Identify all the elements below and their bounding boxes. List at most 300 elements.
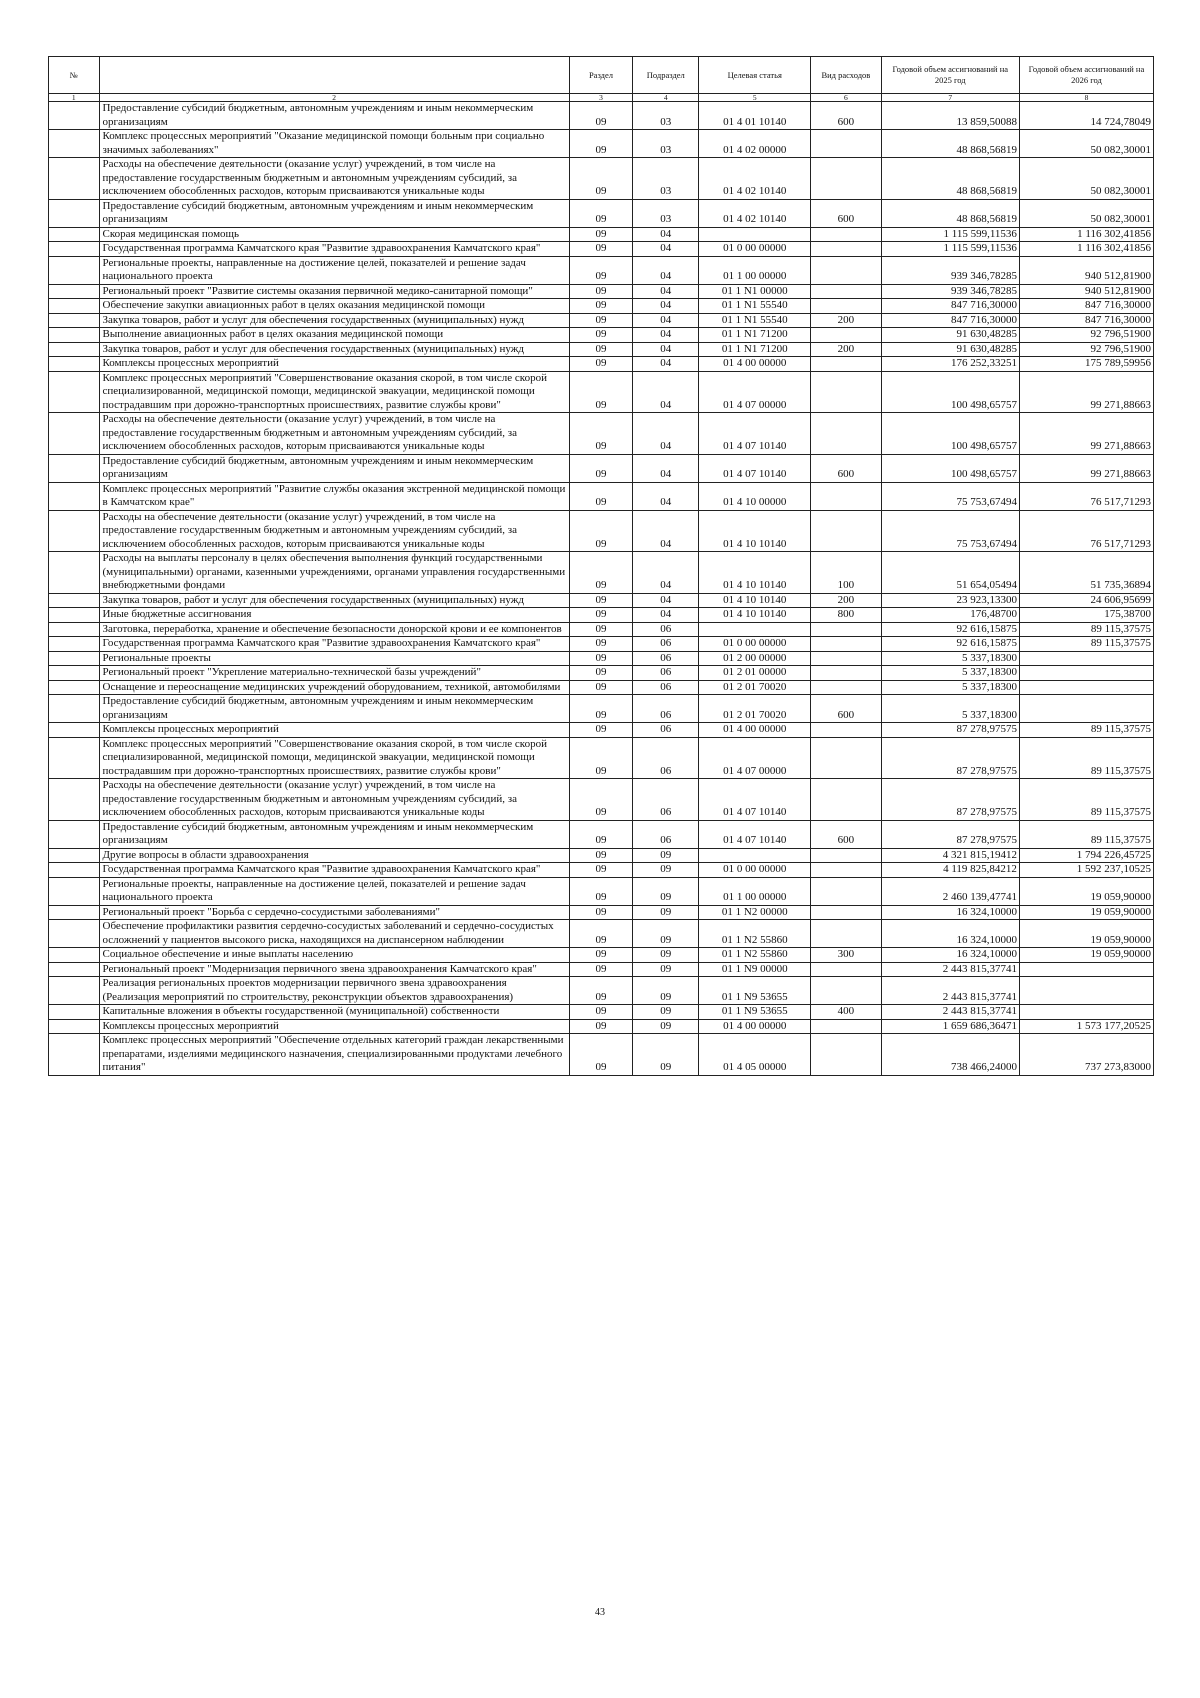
expense-type-cell [811,920,881,948]
target-article-cell: 01 1 N2 00000 [699,905,811,920]
razdel-cell: 09 [569,608,633,623]
expense-type-cell [811,242,881,257]
podrazdel-cell: 09 [633,1034,699,1076]
podrazdel-cell: 06 [633,680,699,695]
volume-2025-cell: 5 337,18300 [881,680,1019,695]
volume-2025-cell: 16 324,10000 [881,948,1019,963]
volume-2026-cell: 89 115,37575 [1019,737,1153,779]
expense-type-cell [811,510,881,552]
row-number-cell [49,608,100,623]
razdel-cell: 09 [569,920,633,948]
podrazdel-cell: 09 [633,920,699,948]
item-name-cell: Региональные проекты [99,651,569,666]
volume-2025-cell: 847 716,30000 [881,313,1019,328]
table-row [49,510,1154,552]
row-number-cell [49,552,100,594]
volume-2025-cell: 1 659 686,36471 [881,1019,1019,1034]
expense-type-cell [811,737,881,779]
target-article-cell [699,848,811,863]
expense-type-cell [811,666,881,681]
razdel-cell: 09 [569,102,633,130]
row-number-cell [49,637,100,652]
row-number-cell [49,357,100,372]
target-article-cell: 01 1 N1 71200 [699,342,811,357]
podrazdel-cell: 03 [633,130,699,158]
razdel-cell: 09 [569,962,633,977]
target-article-cell: 01 4 05 00000 [699,1034,811,1076]
table-row [49,820,1154,848]
target-article-cell: 01 4 07 10140 [699,779,811,821]
volume-2026-cell [1019,680,1153,695]
podrazdel-cell: 09 [633,877,699,905]
table-row [49,482,1154,510]
volume-2025-cell: 100 498,65757 [881,454,1019,482]
item-name-cell: Региональный проект "Модернизация первичного звена здравоохранения Камчатского края" [99,962,569,977]
podrazdel-cell: 04 [633,342,699,357]
razdel-cell: 09 [569,482,633,510]
table-row [49,779,1154,821]
row-number-cell [49,723,100,738]
target-article-cell: 01 4 07 00000 [699,371,811,413]
budget-table [48,56,1154,1076]
item-name-cell: Обеспечение профилактики развития сердечно-сосудистых заболеваний и сердечно-сосудистых осложнений у пациентов высокого риска, находящихся на диспансерном наблюдении [99,920,569,948]
volume-2025-cell: 5 337,18300 [881,666,1019,681]
volume-2026-cell: 89 115,37575 [1019,820,1153,848]
expense-type-cell [811,680,881,695]
table-row [49,948,1154,963]
razdel-cell: 09 [569,454,633,482]
razdel-cell: 09 [569,666,633,681]
target-article-cell: 01 4 07 10140 [699,454,811,482]
row-number-cell [49,328,100,343]
podrazdel-cell: 06 [633,622,699,637]
razdel-cell: 09 [569,1019,633,1034]
row-number-cell [49,977,100,1005]
expense-type-cell [811,637,881,652]
table-row [49,723,1154,738]
item-name-cell: Предоставление субсидий бюджетным, автономным учреждениям и иным некоммерческим организациям [99,454,569,482]
volume-2026-cell: 51 735,36894 [1019,552,1153,594]
volume-2026-cell: 50 082,30001 [1019,199,1153,227]
row-number-cell [49,695,100,723]
table-row [49,622,1154,637]
podrazdel-cell: 09 [633,1005,699,1020]
target-article-cell: 01 4 00 00000 [699,357,811,372]
column-number: 7 [881,94,1019,102]
table-row [49,848,1154,863]
table-row [49,608,1154,623]
expense-type-cell: 600 [811,695,881,723]
item-name-cell: Иные бюджетные ассигнования [99,608,569,623]
podrazdel-cell: 06 [633,666,699,681]
expense-type-cell [811,284,881,299]
target-article-cell: 01 4 07 10140 [699,413,811,455]
row-number-cell [49,158,100,200]
volume-2025-cell: 16 324,10000 [881,920,1019,948]
expense-type-cell [811,977,881,1005]
razdel-cell: 09 [569,948,633,963]
volume-2026-cell: 24 606,95699 [1019,593,1153,608]
podrazdel-cell: 03 [633,199,699,227]
expense-type-cell: 600 [811,454,881,482]
podrazdel-cell: 04 [633,454,699,482]
table-row [49,328,1154,343]
volume-2025-cell: 87 278,97575 [881,737,1019,779]
column-number: 1 [49,94,100,102]
razdel-cell: 09 [569,737,633,779]
podrazdel-cell: 06 [633,723,699,738]
razdel-cell: 09 [569,413,633,455]
volume-2025-cell: 87 278,97575 [881,723,1019,738]
row-number-cell [49,863,100,878]
podrazdel-cell: 04 [633,510,699,552]
item-name-cell: Закупка товаров, работ и услуг для обеспечения государственных (муниципальных) нужд [99,313,569,328]
volume-2025-cell: 23 923,13300 [881,593,1019,608]
volume-2025-cell: 91 630,48285 [881,342,1019,357]
razdel-cell: 09 [569,371,633,413]
podrazdel-cell: 06 [633,737,699,779]
item-name-cell: Государственная программа Камчатского края "Развитие здравоохранения Камчатского края" [99,242,569,257]
volume-2026-cell: 92 796,51900 [1019,328,1153,343]
volume-2025-cell: 2 443 815,37741 [881,1005,1019,1020]
volume-2026-cell [1019,977,1153,1005]
row-number-cell [49,371,100,413]
table-row [49,454,1154,482]
podrazdel-cell: 04 [633,593,699,608]
razdel-cell: 09 [569,227,633,242]
item-name-cell: Другие вопросы в области здравоохранения [99,848,569,863]
razdel-cell: 09 [569,977,633,1005]
razdel-cell: 09 [569,723,633,738]
target-article-cell: 01 4 00 00000 [699,1019,811,1034]
table-row [49,905,1154,920]
row-number-cell [49,905,100,920]
row-number-cell [49,102,100,130]
volume-2025-cell: 48 868,56819 [881,130,1019,158]
budget-table-page [48,56,1154,1076]
podrazdel-cell: 06 [633,651,699,666]
target-article-cell: 01 4 07 00000 [699,737,811,779]
target-article-cell: 01 1 N9 53655 [699,1005,811,1020]
table-row [49,227,1154,242]
row-number-cell [49,510,100,552]
row-number-cell [49,227,100,242]
table-row [49,552,1154,594]
volume-2026-cell: 89 115,37575 [1019,622,1153,637]
target-article-cell: 01 1 00 00000 [699,256,811,284]
row-number-cell [49,820,100,848]
header-razdel: Раздел [569,57,633,94]
volume-2026-cell [1019,1005,1153,1020]
target-article-cell: 01 4 01 10140 [699,102,811,130]
expense-type-cell [811,158,881,200]
expense-type-cell: 100 [811,552,881,594]
expense-type-cell [811,413,881,455]
podrazdel-cell: 09 [633,977,699,1005]
header-name [99,57,569,94]
volume-2026-cell: 76 517,71293 [1019,510,1153,552]
column-number: 2 [99,94,569,102]
volume-2026-cell [1019,962,1153,977]
expense-type-cell [811,482,881,510]
table-row [49,666,1154,681]
row-number-cell [49,313,100,328]
volume-2026-cell: 737 273,83000 [1019,1034,1153,1076]
item-name-cell: Капитальные вложения в объекты государственной (муниципальной) собственности [99,1005,569,1020]
header-target-article: Целевая статья [699,57,811,94]
volume-2026-cell: 50 082,30001 [1019,158,1153,200]
table-row [49,284,1154,299]
table-row [49,242,1154,257]
volume-2025-cell: 91 630,48285 [881,328,1019,343]
podrazdel-cell: 04 [633,357,699,372]
item-name-cell: Расходы на обеспечение деятельности (оказание услуг) учреждений, в том числе на предоставление государственным бюджетным и автономным учреждениям субсидий, за исключением обособленных расходов, которым присваиваются уникальные коды [99,158,569,200]
volume-2025-cell: 13 859,50088 [881,102,1019,130]
target-article-cell: 01 1 N1 00000 [699,284,811,299]
item-name-cell: Государственная программа Камчатского края "Развитие здравоохранения Камчатского края" [99,637,569,652]
row-number-cell [49,342,100,357]
row-number-cell [49,1005,100,1020]
table-row [49,863,1154,878]
expense-type-cell [811,962,881,977]
expense-type-cell: 200 [811,313,881,328]
volume-2025-cell: 16 324,10000 [881,905,1019,920]
item-name-cell: Предоставление субсидий бюджетным, автономным учреждениям и иным некоммерческим организациям [99,695,569,723]
target-article-cell: 01 4 10 00000 [699,482,811,510]
target-article-cell: 01 4 02 00000 [699,130,811,158]
razdel-cell: 09 [569,905,633,920]
podrazdel-cell: 04 [633,328,699,343]
expense-type-cell [811,863,881,878]
volume-2026-cell: 50 082,30001 [1019,130,1153,158]
volume-2026-cell [1019,651,1153,666]
volume-2026-cell: 89 115,37575 [1019,637,1153,652]
row-number-cell [49,482,100,510]
target-article-cell: 01 4 00 00000 [699,723,811,738]
row-number-cell [49,284,100,299]
razdel-cell: 09 [569,342,633,357]
item-name-cell: Скорая медицинская помощь [99,227,569,242]
table-row [49,199,1154,227]
header-expense-type: Вид расходов [811,57,881,94]
item-name-cell: Комплекс процессных мероприятий "Обеспечение отдельных категорий граждан лекарственными препаратами, изделиями медицинского назначения, специализированными продуктами лечебного питания" [99,1034,569,1076]
expense-type-cell: 600 [811,199,881,227]
volume-2026-cell: 1 573 177,20525 [1019,1019,1153,1034]
razdel-cell: 09 [569,313,633,328]
expense-type-cell [811,227,881,242]
podrazdel-cell: 03 [633,158,699,200]
item-name-cell: Комплекс процессных мероприятий "Совершенствование оказания скорой, в том числе скорой специализированной, медицинской помощи, медицинской эвакуации, медицинской помощи пострадавшим при дорожно-транспортных происшествиях, развитие службы крови" [99,371,569,413]
column-number-row [49,94,1154,102]
razdel-cell: 09 [569,199,633,227]
volume-2026-cell: 1 116 302,41856 [1019,227,1153,242]
page-number: 43 [595,1607,605,1618]
item-name-cell: Оснащение и переоснащение медицинских учреждений оборудованием, техникой, автомобилями [99,680,569,695]
podrazdel-cell: 09 [633,848,699,863]
volume-2025-cell: 5 337,18300 [881,695,1019,723]
row-number-cell [49,737,100,779]
item-name-cell: Расходы на обеспечение деятельности (оказание услуг) учреждений, в том числе на предоставление государственным бюджетным и автономным учреждениям субсидий, за исключением обособленных расходов, которым присваиваются уникальные коды [99,510,569,552]
target-article-cell: 01 4 10 10140 [699,593,811,608]
volume-2025-cell: 1 115 599,11536 [881,227,1019,242]
row-number-cell [49,877,100,905]
volume-2026-cell: 99 271,88663 [1019,454,1153,482]
item-name-cell: Закупка товаров, работ и услуг для обеспечения государственных (муниципальных) нужд [99,342,569,357]
podrazdel-cell: 09 [633,863,699,878]
podrazdel-cell: 04 [633,242,699,257]
item-name-cell: Комплексы процессных мероприятий [99,723,569,738]
row-number-cell [49,1019,100,1034]
row-number-cell [49,454,100,482]
item-name-cell: Закупка товаров, работ и услуг для обеспечения государственных (муниципальных) нужд [99,593,569,608]
expense-type-cell: 200 [811,342,881,357]
expense-type-cell [811,328,881,343]
row-number-cell [49,199,100,227]
podrazdel-cell: 04 [633,313,699,328]
podrazdel-cell: 09 [633,905,699,920]
razdel-cell: 09 [569,622,633,637]
podrazdel-cell: 04 [633,227,699,242]
expense-type-cell [811,299,881,314]
header-volume-2026: Годовой объем ассигнований на 2026 год [1019,57,1153,94]
item-name-cell: Реализация региональных проектов модернизации первичного звена здравоохранения (Реализация мероприятий по строительству, реконструкции объектов здравоохранения) [99,977,569,1005]
item-name-cell: Расходы на обеспечение деятельности (оказание услуг) учреждений, в том числе на предоставление государственным бюджетным и автономным учреждениям субсидий, за исключением обособленных расходов, которым присваиваются уникальные коды [99,779,569,821]
target-article-cell: 01 2 01 00000 [699,666,811,681]
column-number: 6 [811,94,881,102]
volume-2026-cell: 1 592 237,10525 [1019,863,1153,878]
volume-2026-cell: 92 796,51900 [1019,342,1153,357]
podrazdel-cell: 09 [633,948,699,963]
header-number: № [49,57,100,94]
item-name-cell: Комплекс процессных мероприятий "Совершенствование оказания скорой, в том числе скорой специализированной, медицинской помощи, медицинской эвакуации, медицинской помощи пострадавшим при дорожно-транспортных происшествиях, развитие службы крови" [99,737,569,779]
row-number-cell [49,299,100,314]
volume-2025-cell: 2 443 815,37741 [881,977,1019,1005]
volume-2026-cell: 19 059,90000 [1019,948,1153,963]
row-number-cell [49,413,100,455]
table-row [49,637,1154,652]
podrazdel-cell: 06 [633,820,699,848]
item-name-cell: Региональный проект "Укрепление материально-технической базы учреждений" [99,666,569,681]
target-article-cell: 01 4 02 10140 [699,199,811,227]
volume-2026-cell [1019,695,1153,723]
razdel-cell: 09 [569,284,633,299]
target-article-cell: 01 4 10 10140 [699,510,811,552]
volume-2025-cell: 4 321 815,19412 [881,848,1019,863]
table-row [49,357,1154,372]
expense-type-cell [811,357,881,372]
row-number-cell [49,962,100,977]
volume-2026-cell: 89 115,37575 [1019,723,1153,738]
row-number-cell [49,242,100,257]
table-row [49,102,1154,130]
razdel-cell: 09 [569,242,633,257]
podrazdel-cell: 04 [633,299,699,314]
target-article-cell: 01 1 N1 55540 [699,313,811,328]
table-row [49,977,1154,1005]
podrazdel-cell: 04 [633,413,699,455]
volume-2025-cell: 176 252,33251 [881,357,1019,372]
razdel-cell: 09 [569,357,633,372]
volume-2025-cell: 87 278,97575 [881,820,1019,848]
volume-2025-cell: 51 654,05494 [881,552,1019,594]
target-article-cell: 01 4 02 10140 [699,158,811,200]
expense-type-cell [811,1034,881,1076]
volume-2025-cell: 75 753,67494 [881,482,1019,510]
target-article-cell: 01 4 07 10140 [699,820,811,848]
target-article-cell: 01 1 N2 55860 [699,948,811,963]
table-row [49,593,1154,608]
item-name-cell: Расходы на обеспечение деятельности (оказание услуг) учреждений, в том числе на предоставление государственным бюджетным и автономным учреждениям субсидий, за исключением обособленных расходов, которым присваиваются уникальные коды [99,413,569,455]
razdel-cell: 09 [569,651,633,666]
table-row [49,413,1154,455]
volume-2026-cell: 175 789,59956 [1019,357,1153,372]
razdel-cell: 09 [569,593,633,608]
volume-2026-cell: 1 116 302,41856 [1019,242,1153,257]
volume-2026-cell: 99 271,88663 [1019,371,1153,413]
expense-type-cell [811,905,881,920]
expense-type-cell: 600 [811,820,881,848]
podrazdel-cell: 04 [633,371,699,413]
target-article-cell: 01 1 N2 55860 [699,920,811,948]
volume-2025-cell: 100 498,65757 [881,413,1019,455]
volume-2026-cell: 940 512,81900 [1019,256,1153,284]
row-number-cell [49,666,100,681]
podrazdel-cell: 09 [633,962,699,977]
expense-type-cell [811,848,881,863]
item-name-cell: Комплексы процессных мероприятий [99,1019,569,1034]
table-row [49,737,1154,779]
volume-2025-cell: 176,48700 [881,608,1019,623]
expense-type-cell [811,779,881,821]
row-number-cell [49,256,100,284]
volume-2025-cell: 75 753,67494 [881,510,1019,552]
expense-type-cell [811,877,881,905]
row-number-cell [49,622,100,637]
razdel-cell: 09 [569,820,633,848]
podrazdel-cell: 04 [633,284,699,299]
razdel-cell: 09 [569,328,633,343]
volume-2025-cell: 87 278,97575 [881,779,1019,821]
item-name-cell: Региональные проекты, направленные на достижение целей, показателей и решение задач национального проекта [99,877,569,905]
target-article-cell: 01 2 01 70020 [699,680,811,695]
table-row [49,1034,1154,1076]
razdel-cell: 09 [569,863,633,878]
podrazdel-cell: 04 [633,608,699,623]
podrazdel-cell: 04 [633,256,699,284]
item-name-cell: Предоставление субсидий бюджетным, автономным учреждениям и иным некоммерческим организациям [99,199,569,227]
table-row [49,651,1154,666]
item-name-cell: Расходы на выплаты персоналу в целях обеспечения выполнения функций государственными (муниципальными) органами, казенными учреждениями, органами управления государственными внебюджетными фондами [99,552,569,594]
row-number-cell [49,680,100,695]
item-name-cell: Обеспечение закупки авиационных работ в целях оказания медицинской помощи [99,299,569,314]
row-number-cell [49,948,100,963]
volume-2025-cell: 847 716,30000 [881,299,1019,314]
item-name-cell: Заготовка, переработка, хранение и обеспечение безопасности донорской крови и ее компонентов [99,622,569,637]
row-number-cell [49,779,100,821]
volume-2026-cell: 14 724,78049 [1019,102,1153,130]
table-body [49,102,1154,1076]
volume-2025-cell: 5 337,18300 [881,651,1019,666]
table-row [49,1005,1154,1020]
podrazdel-cell: 06 [633,695,699,723]
expense-type-cell [811,256,881,284]
expense-type-cell: 300 [811,948,881,963]
volume-2025-cell: 92 616,15875 [881,637,1019,652]
item-name-cell: Региональный проект "Борьба с сердечно-сосудистыми заболеваниями" [99,905,569,920]
volume-2025-cell: 1 115 599,11536 [881,242,1019,257]
volume-2026-cell: 19 059,90000 [1019,920,1153,948]
table-row [49,1019,1154,1034]
